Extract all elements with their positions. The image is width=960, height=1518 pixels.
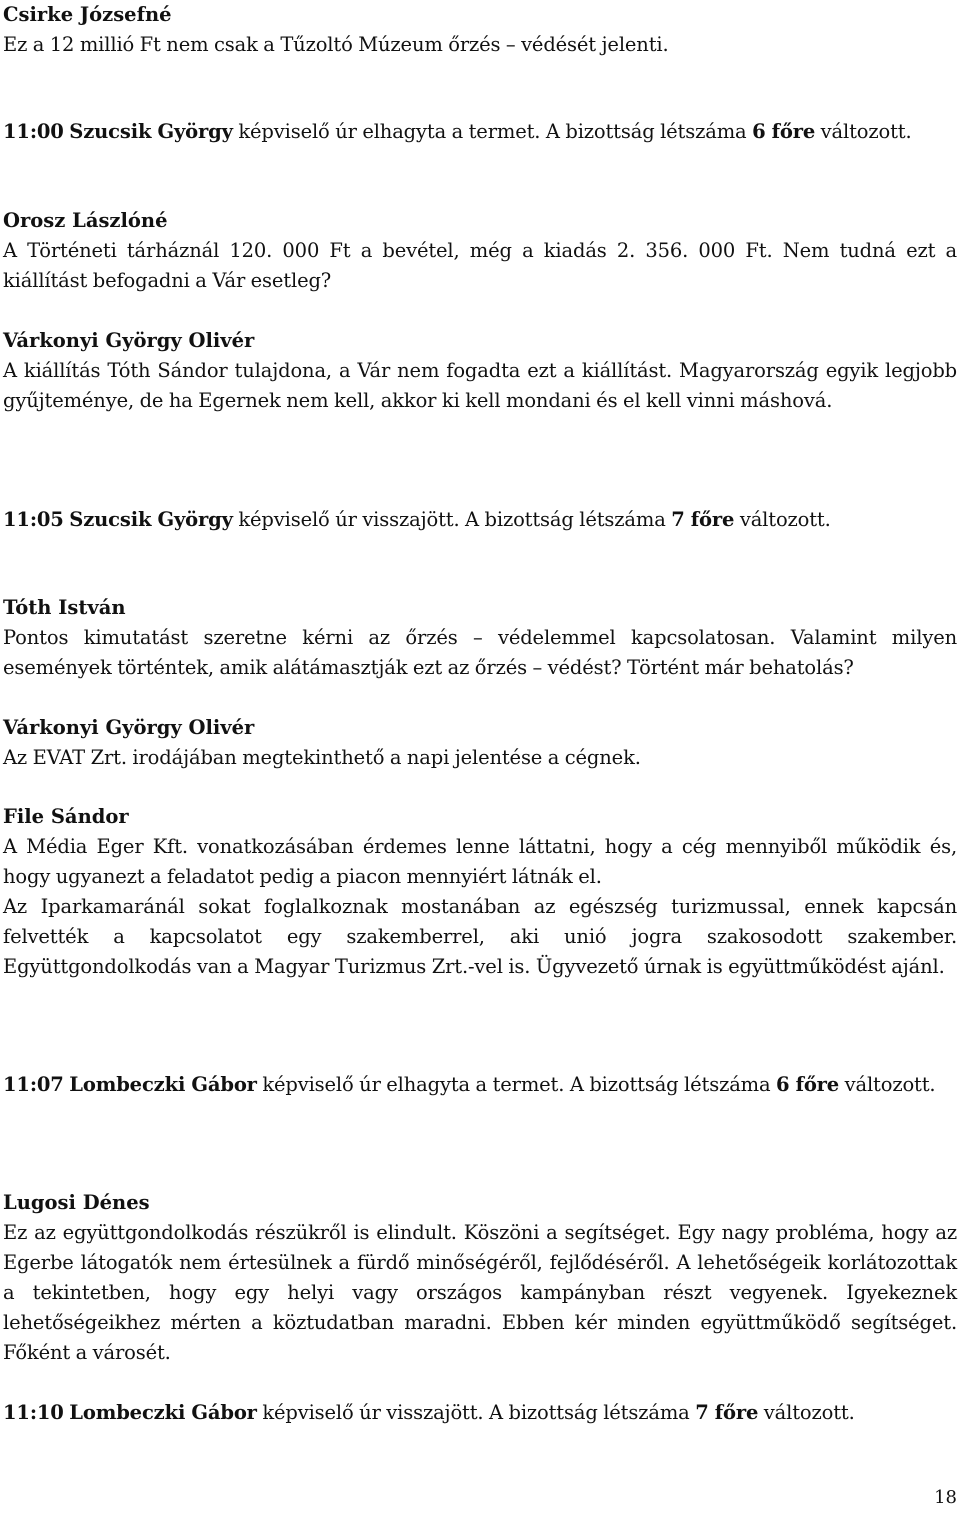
statement-block	[3, 206, 957, 296]
statement-block	[3, 0, 957, 60]
event-text: képviselő úr elhagyta a termet. A bizottság létszáma	[232, 120, 753, 143]
event-text-end: változott.	[839, 1073, 936, 1096]
event-person: Lombeczki Gábor	[69, 1073, 257, 1096]
speaker-name: Várkonyi György Olivér	[3, 716, 255, 739]
speaker-name: Tóth István	[3, 596, 126, 619]
speaker-name: Csirke Józsefné	[3, 3, 172, 26]
event-text-end: változott.	[815, 120, 912, 143]
statement-block	[3, 593, 957, 683]
event-time: 11:07	[3, 1073, 64, 1096]
attendance-note	[3, 117, 957, 147]
event-text-end: változott.	[758, 1401, 855, 1424]
statement-text: Pontos kimutatást szeretne kérni az őrzés – védelemmel kapcsolatosan. Valamint milyen események történtek, amik alátámasztják ezt az őrzés – védést? Történt már behatolás?	[3, 626, 957, 679]
attendance-note	[3, 1070, 957, 1100]
event-count: 6 főre	[752, 120, 816, 143]
statement-block	[3, 326, 957, 416]
event-text: képviselő úr visszajött. A bizottság létszáma	[256, 1401, 696, 1424]
statement-block	[3, 802, 957, 982]
statement-block	[3, 1188, 957, 1368]
statement-text: A Média Eger Kft. vonatkozásában érdemes lenne láttatni, hogy a cég mennyiből működik és, hogy ugyanezt a feladatot pedig a piacon mennyiért látnák el.	[3, 835, 957, 888]
event-person: Szucsik György	[69, 508, 233, 531]
statement-text: A Történeti tárháznál 120. 000 Ft a bevétel, még a kiadás 2. 356. 000 Ft. Nem tudná ezt a kiállítást befogadni a Vár esetleg?	[3, 239, 957, 292]
event-time: 11:00	[3, 120, 64, 143]
statement-text: Az EVAT Zrt. irodájában megtekinthető a napi jelentése a cégnek.	[3, 746, 641, 769]
event-time: 11:10	[3, 1401, 64, 1424]
event-person: Szucsik György	[69, 120, 233, 143]
page-number: 18	[934, 1487, 957, 1508]
event-count: 7 főre	[695, 1401, 759, 1424]
speaker-name: Várkonyi György Olivér	[3, 329, 255, 352]
attendance-note	[3, 505, 957, 535]
statement-text: Ez a 12 millió Ft nem csak a Tűzoltó Múzeum őrzés – védését jelenti.	[3, 33, 669, 56]
event-text-end: változott.	[734, 508, 831, 531]
speaker-name: Lugosi Dénes	[3, 1191, 150, 1214]
statement-block	[3, 713, 957, 773]
attendance-note	[3, 1398, 957, 1428]
event-person: Lombeczki Gábor	[69, 1401, 257, 1424]
event-count: 6 főre	[776, 1073, 840, 1096]
statement-text: Ez az együttgondolkodás részükről is elindult. Köszöni a segítséget. Egy nagy probléma, hogy az Egerbe látogatók nem értesülnek a fürdő minőségéről, fejlődéséről. A lehetőségeik korlátozottak a tekintetben, hogy egy helyi vagy országos kampányban részt vegyenek. Igyekeznek lehetőségeikhez mérten a köztudatban maradni. Ebben kér minden együttműködő segítséget. Főként a városét.	[3, 1221, 957, 1364]
speaker-name: File Sándor	[3, 805, 129, 828]
event-text: képviselő úr elhagyta a termet. A bizottság létszáma	[256, 1073, 777, 1096]
event-time: 11:05	[3, 508, 64, 531]
event-count: 7 főre	[671, 508, 735, 531]
statement-text: A kiállítás Tóth Sándor tulajdona, a Vár nem fogadta ezt a kiállítást. Magyarország egyik legjobb gyűjteménye, de ha Egernek nem kell, akkor ki kell mondani és el kell vinni máshová.	[3, 359, 957, 412]
speaker-name: Orosz Lászlóné	[3, 209, 168, 232]
statement-text: Az Iparkamaránál sokat foglalkoznak mostanában az egészség turizmussal, ennek kapcsán felvették a kapcsolatot egy szakemberrel, aki unió jogra szakosodott szakember. Együttgondolkodás van a Magyar Turizmus Zrt.-vel is. Ügyvezető úrnak is együttműködést ajánl.	[3, 895, 957, 978]
event-text: képviselő úr visszajött. A bizottság létszáma	[232, 508, 672, 531]
